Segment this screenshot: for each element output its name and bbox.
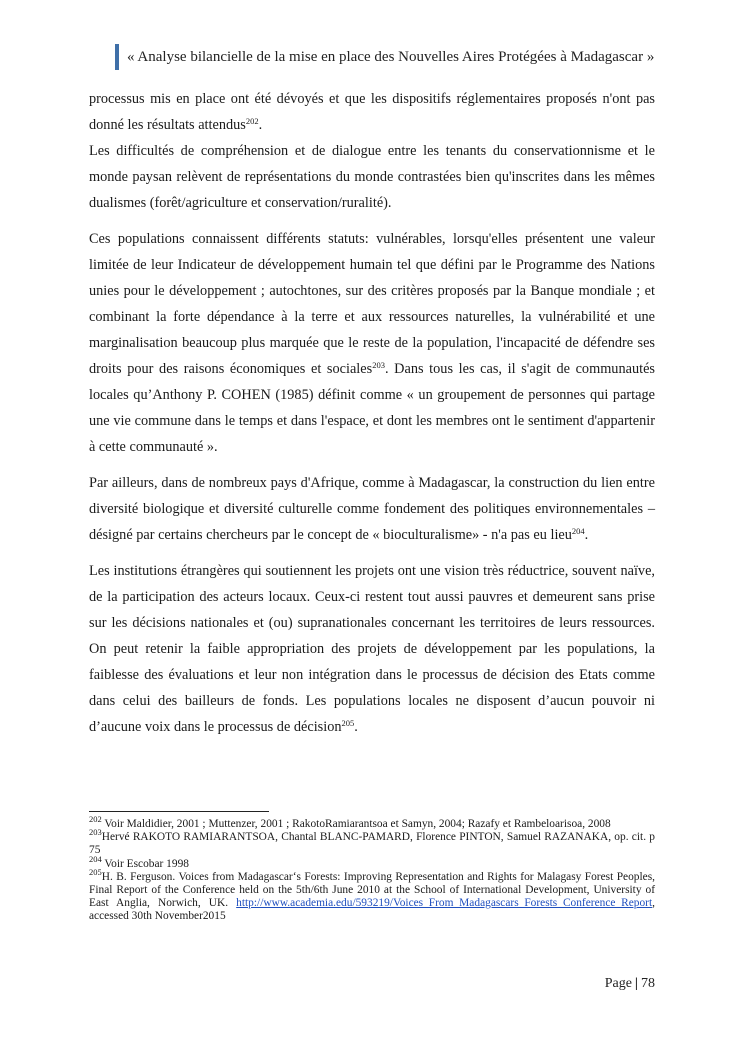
footnote-ref-203[interactable]: 203 [372,360,385,370]
paragraph-text: . [258,117,263,133]
footnote-203 [89,827,655,857]
footnote-ref-205[interactable]: 205 [341,718,355,728]
footnote-number: 202 [89,814,102,824]
paragraph-text: . [354,719,358,735]
paragraph-3 [89,470,655,548]
page-footer [605,975,655,993]
running-header [115,44,654,70]
footnote-205 [89,866,655,924]
paragraph-text: Les institutions étrangères qui soutiennent les projets ont une vision très réductrice, souvent naïve, de la participation des acteurs locaux. Ceux-ci restent tout aussi pauvres et demeurent sans prise sur les décisions nationales et (ou) supranationales concernant les territoires de leurs ressources. On peut retenir la faible appropriation des projets de développement par les populations, la faiblesse des évaluations et leur non intégration dans le processus de décision des Etats comme dans celui des bailleurs de fonds. Les populations locales ne disposent d’aucun pouvoir ni d’aucune voix dans le processus de décision [89,563,655,735]
footnote-202 [89,814,655,831]
paragraph-text: . [584,527,589,543]
paragraph-text: processus mis en place ont été dévoyés et que les dispositifs réglementaires proposés n'ont pas donné les résultats attendus [89,91,655,133]
paragraph-1 [89,86,655,216]
paragraph-text: Par ailleurs, dans de nombreux pays d'Afrique, comme à Madagascar, la construction du lien entre diversité biologique et diversité culturelle comme fondement des politiques environnementales – désigné par certains chercheurs par le concept de « bioculturalisme» - n'a pas eu lieu [89,475,655,543]
paragraph-2 [89,226,655,460]
page-separator: | [634,976,638,991]
paragraph-text: Ces populations connaissent différents statuts: vulnérables, lorsqu'elles présentent une valeur limitée de leur Indicateur de développement humain tel que défini par le Programme des Nations unies pour le développement ; autochtones, sur des critères proposés par la Banque mondiale ; et combinant la forte dépendance à la terre et aux ressources naturelles, la vulnérabilité et une marginalisation beaucoup plus marquée que le reste de la population, l'incapacité de défendre ses droits pour des raisons économiques et sociales [89,231,655,377]
footnote-number: 203 [89,827,102,838]
footnote-text: H. B. Ferguson. Voices from Madagascar‘s Forests: Improving Representation and Rights for Malagasy Forest Peoples, Final Report of the Conference held on the 5th/6th June 2010 at the School of International Development, University of East Anglia, Norwich, UK. [89,870,655,910]
footnote-number: 204 [89,853,102,864]
header-title: « Analyse bilancielle de la mise en place des Nouvelles Aires Protégées à Madagascar » [127,49,655,65]
paragraph-4 [89,558,655,740]
footnote-divider [89,811,269,812]
footnotes [89,814,655,924]
footnote-text: Hervé RAKOTO RAMIARANTSOA, Chantal BLANC-PAMARD, Florence PINTON, Samuel RAZANAKA, op. cit. p 75 [89,831,655,857]
footnote-ref-204[interactable]: 204 [571,526,585,536]
page-label: Page [604,976,632,991]
footnote-204 [89,853,655,871]
paragraph-text: . Dans tous les cas, il s'agit de communautés locales qu’Anthony P. COHEN (1985) définit comme « un groupement de personnes qui partage une vie commune dans le temps et dans l'espace, et dont les membres ont le sentiment d'appartenir à cette communauté ». [89,361,655,455]
paragraph-text: Les difficultés de compréhension et de dialogue entre les tenants du conservationnisme et le monde paysan relèvent de représentations du monde contrastées bien qu'inscrites dans les mêmes dualismes (forêt/agriculture et conservation/ruralité). [89,143,655,211]
page-number: 78 [641,976,655,991]
footnote-number: 205 [89,866,102,877]
footnote-text: , accessed 30th November2015 [89,897,655,923]
footnote-text: Voir Maldidier, 2001 ; Muttenzer, 2001 ; RakotoRamiarantsoa et Samyn, 2004; Razafy et Rambeloarisoa, 2008 [101,818,611,830]
body-text [89,86,655,750]
footnote-ref-202[interactable]: 202 [245,116,259,126]
footnote-text: Voir Escobar 1998 [101,857,189,870]
footnote-link[interactable]: http://www.academia.edu/593219/Voices_From_Madagascars_Forests_Conference_Report [236,897,653,910]
